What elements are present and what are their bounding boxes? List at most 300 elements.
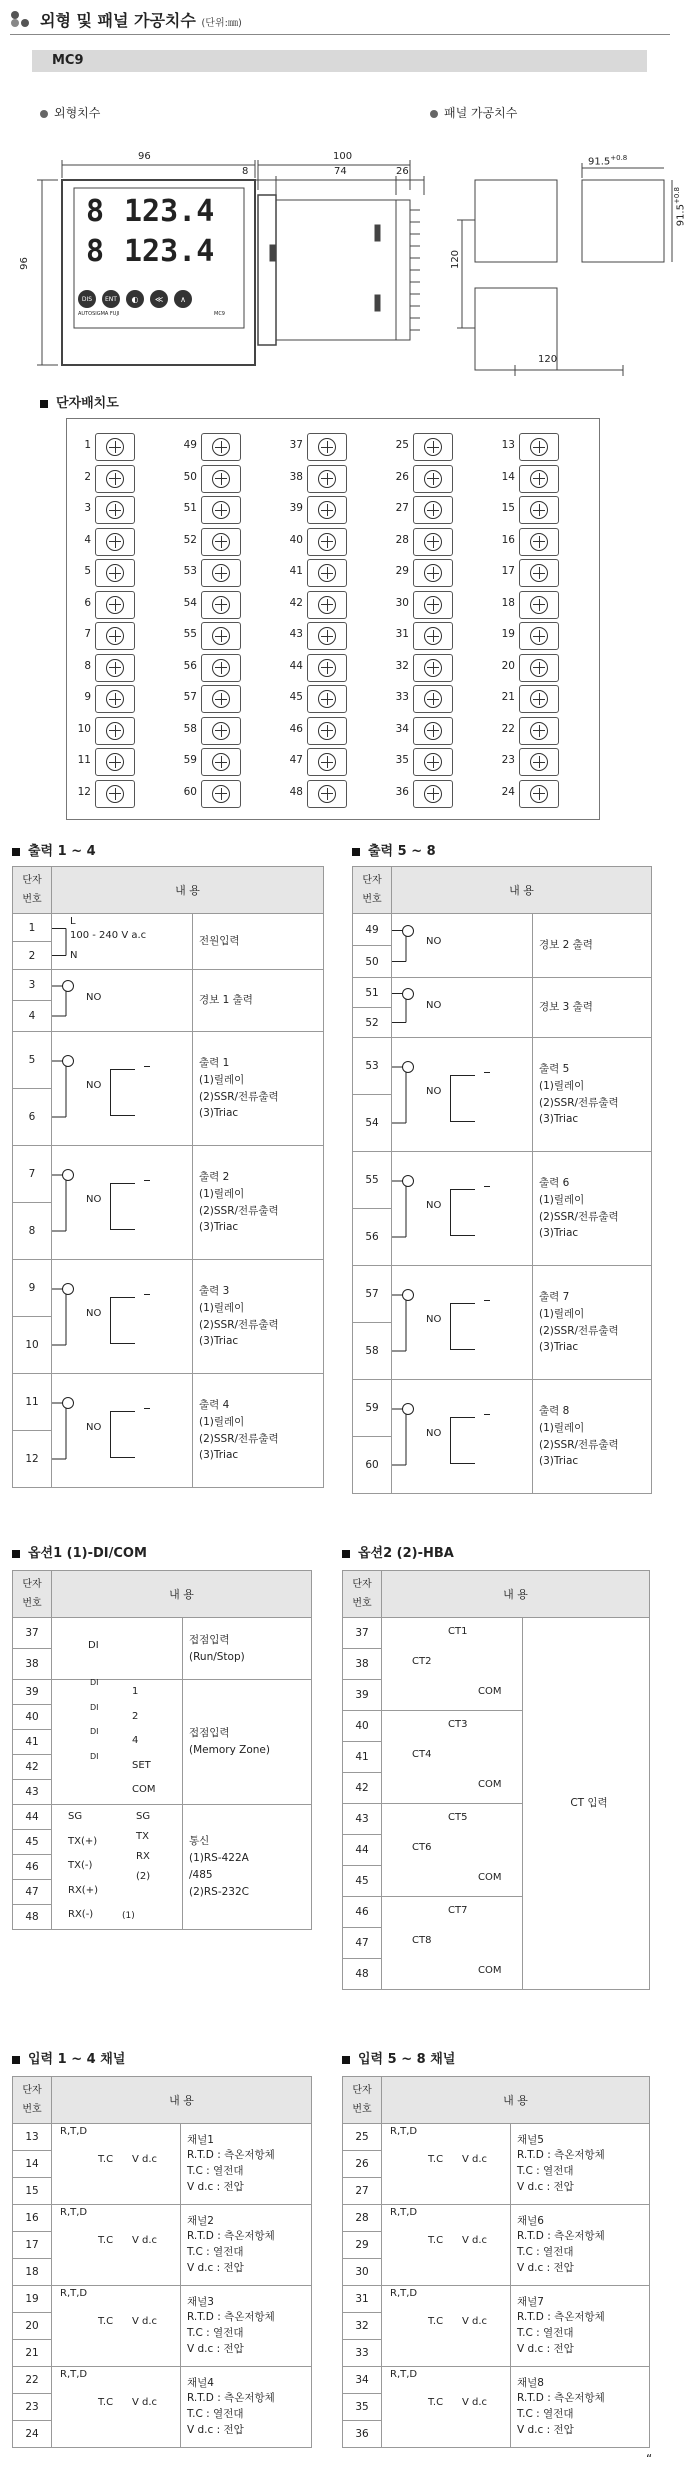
terminal-screw	[519, 780, 559, 808]
square-bullet-icon	[12, 1550, 20, 1558]
terminal-number: 1	[84, 439, 91, 451]
terminal-num-text: 26	[355, 2158, 369, 2170]
terminal-screw	[413, 433, 453, 461]
tc-label: T.C	[98, 2235, 114, 2246]
header-desc	[52, 1571, 312, 1618]
input-wiring	[382, 2367, 511, 2448]
table-row	[353, 978, 652, 1008]
vdc-label: V d.c	[132, 2397, 158, 2408]
screw-icon	[212, 722, 230, 740]
square-bullet-icon	[40, 400, 48, 408]
screw-icon	[106, 564, 124, 582]
in58-title	[342, 2048, 455, 2067]
terminal-number: 56	[183, 659, 197, 672]
terminal-num-text: 14	[25, 2158, 39, 2170]
screw-icon	[530, 659, 548, 677]
desc-line: 채널6	[517, 2214, 544, 2227]
terminal-num	[13, 1649, 52, 1680]
table-header-row	[343, 1571, 650, 1618]
screw-icon	[318, 690, 336, 708]
terminal-num	[13, 2232, 52, 2259]
terminal-num	[13, 1001, 52, 1032]
table-row	[343, 2367, 650, 2394]
terminal-num-text: 60	[365, 1459, 379, 1471]
terminal-screw	[307, 528, 347, 556]
terminal-num	[13, 2313, 52, 2340]
plus-sign	[144, 1294, 150, 1295]
terminal-number: 28	[395, 533, 409, 546]
terminal-number: 13	[501, 439, 515, 451]
screw-icon	[424, 470, 442, 488]
terminal-num-text: 1	[28, 921, 36, 934]
relay-contact-icon	[392, 1039, 492, 1151]
opt2-title	[342, 1542, 454, 1561]
desc-line: V d.c : 전압	[517, 2180, 574, 2193]
wire-label: NO	[86, 1080, 102, 1091]
terminal-desc	[533, 1152, 652, 1266]
desc-line: 출력 8	[539, 1404, 570, 1417]
cut-height-label	[673, 187, 686, 226]
terminal-screw	[95, 748, 135, 776]
dis-button[interactable]: DIS	[78, 290, 96, 308]
terminal-number: 38	[289, 470, 303, 483]
desc-line: 경보 1 출력	[199, 994, 253, 1007]
terminal-num-text: 30	[355, 2266, 369, 2278]
header-desc	[392, 867, 652, 914]
header-num-1: 단자	[362, 875, 382, 886]
contact-symbol	[62, 1055, 74, 1067]
terminal-num-text: 51	[365, 986, 379, 999]
contact-symbol	[402, 1403, 414, 1415]
terminal-number: 20	[501, 659, 515, 672]
screw-icon	[424, 627, 442, 645]
desc-line: (3)Triac	[199, 1221, 239, 1234]
desc-line: V d.c : 전압	[517, 2342, 574, 2355]
output-bracket	[110, 1411, 135, 1458]
desc-line: 통신	[189, 1835, 210, 1848]
terminal-num-text: 43	[25, 1786, 39, 1798]
terminal-number: 47	[289, 754, 303, 766]
contact-symbol	[62, 1169, 74, 1181]
input-wiring-table	[342, 2076, 650, 2448]
panel-dim-text: 패널 가공치수	[444, 106, 518, 120]
com-left-label: SG	[68, 1811, 83, 1822]
terminal-num	[13, 2205, 52, 2232]
desc-line: (2)SSR/전류출력	[199, 1204, 279, 1217]
tc-label: T.C	[428, 2154, 444, 2165]
terminal-number: 21	[501, 691, 515, 703]
desc-line: T.C : 열전대	[187, 2246, 244, 2258]
terminal-num-text: 33	[355, 2347, 369, 2359]
terminal-num-text: 40	[25, 1711, 39, 1723]
terminal-number: 11	[77, 754, 91, 766]
terminal-num	[13, 1089, 52, 1146]
wire-label: NO	[426, 1200, 442, 1211]
terminal-num-text: 46	[355, 1906, 369, 1918]
desc-line: (2)SSR/전류출력	[199, 1090, 279, 1103]
terminal-number: 35	[395, 754, 409, 766]
terminal-desc	[193, 1260, 324, 1374]
mem-label: 1	[132, 1686, 139, 1697]
desc-line: 채널3	[187, 2295, 214, 2308]
screw-icon	[530, 627, 548, 645]
relay-contact-icon	[52, 1375, 152, 1487]
contact-symbol	[402, 1175, 414, 1187]
relay-contact-icon	[392, 1267, 492, 1379]
terminal-screw	[413, 591, 453, 619]
display-ch2: 8	[86, 234, 105, 269]
wiring-diagram	[392, 1152, 533, 1266]
terminal-num-text: 10	[25, 1339, 39, 1351]
ct-wiring	[382, 1897, 523, 1990]
terminal-num-text: 27	[355, 2185, 369, 2197]
wire-label: NO	[86, 1194, 102, 1205]
ct-label: CT5	[448, 1812, 468, 1823]
terminal-number: 49	[183, 439, 197, 451]
terminal-desc	[193, 1374, 324, 1488]
in14-table	[12, 2076, 312, 2448]
wire-label: 100 - 240 V a.c	[70, 930, 147, 941]
depth-body-label: 74	[334, 166, 347, 177]
front-buttons	[78, 290, 192, 308]
screw-icon	[530, 564, 548, 582]
terminal-num	[13, 970, 52, 1001]
terminal-num	[13, 1032, 52, 1089]
terminal-num	[343, 2124, 382, 2151]
mode-button[interactable]: ◐	[126, 290, 144, 308]
terminal-num-text: 45	[355, 1875, 369, 1887]
terminal-number: 19	[501, 628, 515, 640]
terminal-num-text: 21	[25, 2347, 39, 2359]
terminal-num-text: 59	[365, 1402, 379, 1414]
terminal-num	[13, 1680, 52, 1705]
terminal-num-text: 48	[355, 1968, 369, 1980]
table-header-row	[13, 867, 324, 914]
desc-line: R.T.D : 측온저항체	[187, 2392, 275, 2405]
desc-line: 출력 5	[539, 1062, 570, 1075]
screw-icon	[212, 753, 230, 771]
tc-label: T.C	[98, 2154, 114, 2165]
terminal-num	[13, 1855, 52, 1880]
terminal-num-text: 58	[365, 1345, 379, 1357]
terminal-screw	[307, 748, 347, 776]
terminal-num	[13, 1780, 52, 1805]
table-row	[13, 1146, 324, 1203]
relay-contact-icon	[392, 1381, 492, 1493]
terminal-num	[13, 1203, 52, 1260]
out14-title	[12, 840, 96, 859]
terminal-number: 39	[289, 502, 303, 514]
terminal-number: 36	[395, 785, 409, 798]
terminal-num-text: 18	[25, 2266, 39, 2278]
wire-label: NO	[426, 1314, 442, 1325]
header-num-1: 단자	[22, 875, 42, 886]
brand-text: AUTOSIGMA FUJI	[78, 311, 120, 317]
desc-line: (1)릴레이	[199, 1301, 245, 1314]
ent-button[interactable]: ENT	[102, 290, 120, 308]
contact-symbol	[62, 1283, 74, 1295]
vdc-label: V d.c	[132, 2235, 158, 2246]
input-wiring	[52, 2367, 181, 2448]
vdc-label: V d.c	[462, 2397, 488, 2408]
terminal-screw	[95, 780, 135, 808]
terminal-num-text: 47	[25, 1886, 39, 1898]
up-button[interactable]: ∧	[174, 290, 192, 308]
cut-w-tol: +0.8	[610, 154, 628, 162]
terminal-screw	[307, 559, 347, 587]
mem-desc	[183, 1680, 312, 1805]
desc-line: (1)릴레이	[539, 1307, 585, 1320]
terminal-num	[13, 1260, 52, 1317]
input-desc	[181, 2205, 312, 2286]
tc-label: T.C	[428, 2235, 444, 2246]
screw-icon	[424, 596, 442, 614]
terminal-num-text: 29	[355, 2239, 369, 2251]
terminal-num	[13, 1317, 52, 1374]
header-desc-text: 내 용	[175, 884, 200, 897]
screw-icon	[530, 785, 548, 803]
down-button[interactable]: ≪	[150, 290, 168, 308]
terminal-number: 40	[289, 533, 303, 546]
screw-icon	[212, 627, 230, 645]
screw-icon	[212, 438, 230, 456]
wire-label: NO	[86, 992, 102, 1003]
terminal-desc	[193, 1146, 324, 1260]
terminal-num	[343, 2151, 382, 2178]
terminal-screw	[307, 717, 347, 745]
header-desc	[52, 867, 324, 914]
cut-w: 91.5	[588, 156, 611, 168]
terminal-num-text: 39	[355, 1689, 369, 1701]
terminal-number: 29	[395, 565, 409, 577]
table-row	[353, 1038, 652, 1095]
screw-icon	[212, 659, 230, 677]
bullet-icon	[40, 110, 48, 118]
desc-line: V d.c : 전압	[517, 2423, 574, 2436]
com-wiring	[52, 1805, 183, 1930]
desc-line: V d.c : 전압	[517, 2261, 574, 2274]
terminal-num	[13, 1880, 52, 1905]
ct-wiring	[382, 1804, 523, 1897]
rtd-label: R,T,D	[390, 2288, 418, 2299]
terminal-number: 34	[395, 722, 409, 735]
terminal-num	[13, 2259, 52, 2286]
table-row	[13, 2286, 312, 2313]
terminal-screw	[307, 591, 347, 619]
terminal-screw	[307, 496, 347, 524]
wiring-diagram	[52, 970, 193, 1032]
desc-line: (2)SSR/전류출력	[539, 1096, 619, 1109]
header-rule	[10, 34, 670, 35]
terminal-num	[343, 2286, 382, 2313]
terminal-number: 6	[84, 596, 91, 609]
wire-label: NO	[426, 936, 442, 947]
terminal-num-text: 57	[365, 1288, 379, 1300]
display-val2: 123.4	[124, 234, 215, 269]
terminal-screw	[519, 591, 559, 619]
wiring-diagram	[392, 1266, 533, 1380]
terminal-num-text: 40	[355, 1720, 369, 1732]
desc-line: (1)RS-422A	[189, 1852, 249, 1865]
desc-line: 채널8	[517, 2376, 544, 2389]
desc-line: 경보 3 출력	[539, 1001, 593, 1014]
terminal-number: 51	[183, 502, 197, 514]
terminal-num-text: 47	[355, 1937, 369, 1949]
vdc-label: V d.c	[132, 2154, 158, 2165]
terminal-screw	[201, 717, 241, 745]
out58-title	[352, 840, 436, 859]
desc-line: (1)릴레이	[539, 1421, 585, 1434]
input-desc	[511, 2205, 650, 2286]
terminal-number: 59	[183, 754, 197, 766]
desc-line: /485	[189, 1869, 213, 1881]
terminal-num	[343, 1866, 382, 1897]
terminal-num	[13, 914, 52, 942]
screw-icon	[530, 722, 548, 740]
output-bracket	[450, 1189, 475, 1236]
relay-contact-icon	[52, 1147, 152, 1259]
terminal-num	[343, 1618, 382, 1649]
terminal-number: 15	[501, 502, 515, 514]
di-desc	[183, 1618, 312, 1680]
di-label: DI	[90, 1727, 99, 1736]
contact-symbol	[62, 1397, 74, 1409]
mem-wiring	[52, 1680, 183, 1805]
terminal-screw	[413, 528, 453, 556]
input-desc	[181, 2367, 312, 2448]
desc-line: (2)RS-232C	[189, 1885, 249, 1898]
table-row	[343, 2205, 650, 2232]
input-wiring	[52, 2124, 181, 2205]
square-bullet-icon	[12, 2056, 20, 2064]
terminal-num-text: 44	[25, 1811, 39, 1823]
terminal-num	[343, 2178, 382, 2205]
terminal-num-text: 13	[25, 2131, 39, 2143]
terminal-number: 25	[395, 439, 409, 451]
terminal-screw	[519, 559, 559, 587]
screw-icon	[318, 564, 336, 582]
wire-label: NO	[426, 1000, 442, 1011]
input-wiring	[52, 2205, 181, 2286]
desc-line: (3)Triac	[199, 1335, 239, 1348]
model-bar	[32, 50, 647, 72]
mem-label: COM	[132, 1784, 156, 1795]
screw-icon	[318, 533, 336, 551]
relay-contact-icon	[52, 1261, 152, 1373]
screw-icon	[424, 533, 442, 551]
terminal-number: 52	[183, 533, 197, 546]
di-wiring	[52, 1618, 183, 1680]
desc-line: 채널1	[187, 2133, 214, 2146]
terminal-number: 55	[183, 628, 197, 640]
screw-icon	[106, 438, 124, 456]
terminal-num	[13, 2286, 52, 2313]
desc-line: (3)Triac	[199, 1449, 239, 1462]
header-desc-text: 내 용	[169, 1588, 194, 1601]
terminal-screw	[519, 433, 559, 461]
rtd-label: R,T,D	[390, 2126, 418, 2137]
terminal-screw	[307, 465, 347, 493]
model-name: MC9	[52, 53, 84, 68]
terminal-num-text: 15	[25, 2185, 39, 2197]
terminal-num	[343, 2205, 382, 2232]
table-row	[13, 1680, 312, 1705]
plus-sign	[144, 1408, 150, 1409]
out58-title-text: 출력 5 ~ 8	[368, 844, 436, 859]
terminal-screw	[413, 559, 453, 587]
terminal-number: 48	[289, 785, 303, 798]
screw-icon	[530, 690, 548, 708]
screw-icon	[424, 753, 442, 771]
square-bullet-icon	[342, 1550, 350, 1558]
terminal-num-text: 24	[25, 2428, 39, 2440]
terminal-num	[13, 2151, 52, 2178]
mem-label: SET	[132, 1759, 151, 1771]
terminal-number: 17	[501, 565, 515, 577]
wiring-diagram	[392, 1380, 533, 1494]
page-title	[40, 8, 242, 31]
header-desc	[52, 2077, 312, 2124]
terminal-num-text: 38	[355, 1658, 369, 1670]
terminal-number: 23	[501, 754, 515, 766]
terminal-number: 16	[501, 533, 515, 546]
terminal-screw	[413, 465, 453, 493]
terminal-screw	[413, 654, 453, 682]
terminal-number: 10	[77, 722, 91, 735]
terminal-number: 27	[395, 502, 409, 514]
terminal-screw	[519, 748, 559, 776]
desc-line: R.T.D : 측온저항체	[187, 2149, 275, 2162]
screw-icon	[212, 785, 230, 803]
desc-line: (3)Triac	[539, 1341, 579, 1354]
rtd-label: R,T,D	[60, 2207, 88, 2218]
tc-label: T.C	[98, 2316, 114, 2327]
desc-line: 출력 6	[539, 1176, 570, 1189]
desc-line: 출력 1	[199, 1056, 230, 1069]
terminal-num	[13, 2124, 52, 2151]
screw-icon	[212, 533, 230, 551]
terminal-screw	[519, 717, 559, 745]
terminal-screw	[95, 622, 135, 650]
terminal-screw	[519, 622, 559, 650]
header-num	[343, 2077, 382, 2124]
terminal-num	[13, 942, 52, 970]
terminal-number: 42	[289, 596, 303, 609]
screw-icon	[212, 690, 230, 708]
terminal-screw	[95, 559, 135, 587]
contact-symbol	[402, 925, 414, 937]
depth-total-label: 100	[333, 151, 353, 162]
terminal-num	[343, 1680, 382, 1711]
terminal-num-text: 9	[28, 1282, 36, 1294]
input-desc	[511, 2367, 650, 2448]
terminal-desc	[193, 1032, 324, 1146]
wiring-table	[12, 866, 324, 1488]
wiring-diagram	[392, 978, 533, 1038]
terminal-num	[13, 1705, 52, 1730]
table-row	[343, 1618, 650, 1649]
desc-line: T.C : 열전대	[517, 2165, 574, 2177]
terminal-desc	[533, 1038, 652, 1152]
screw-icon	[424, 501, 442, 519]
ct-label: CT3	[448, 1719, 468, 1730]
terminal-num	[353, 1152, 392, 1209]
input-desc	[181, 2286, 312, 2367]
rtd-label: R,T,D	[60, 2126, 88, 2137]
terminal-num-text: 39	[25, 1686, 39, 1698]
header-num	[13, 2077, 52, 2124]
header-desc-text: 내 용	[509, 884, 534, 897]
